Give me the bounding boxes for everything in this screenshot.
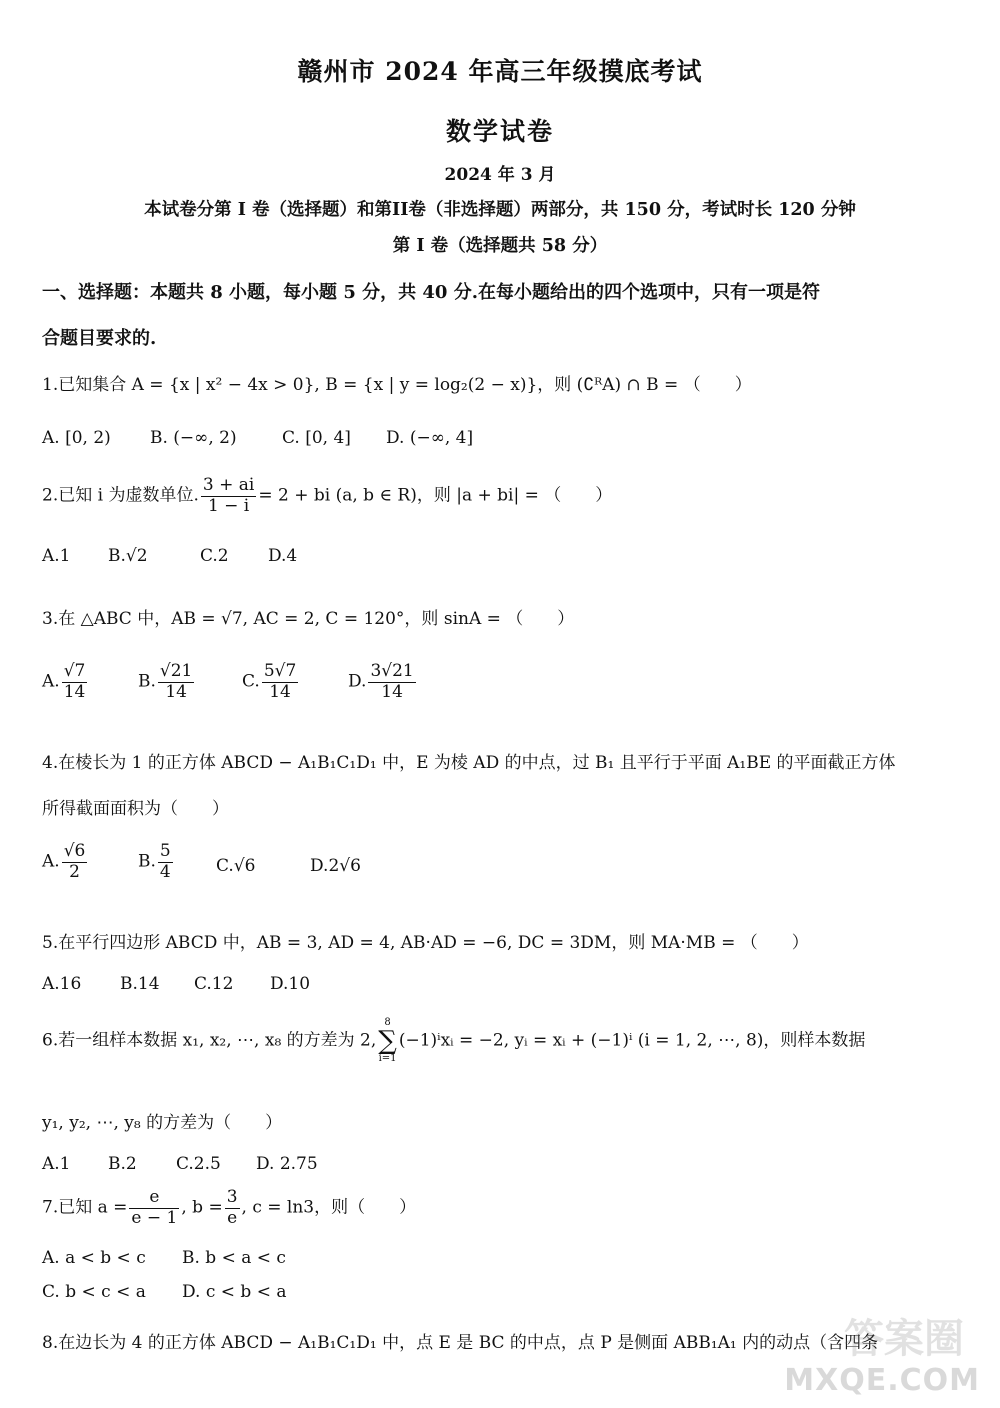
q2-fraction-denominator: 1 − i: [207, 495, 250, 516]
q3-option-b: [138, 662, 196, 702]
q6-sum-upper: 8: [384, 1017, 391, 1028]
q3-option-a-fraction: [62, 662, 88, 702]
q3-option-c-numerator: 5√7: [263, 661, 297, 681]
q4-option-b-fraction: [158, 842, 173, 882]
q4-option-a-numerator: √6: [63, 841, 86, 861]
q3-option-b-denominator: 14: [165, 681, 187, 702]
section-heading-line1: 一、选择题：本题共 8 小题，每小题 5 分，共 40 分.在每小题给出的四个选项中，只有一项是符: [42, 282, 820, 303]
q4-option-d-value: 2√6: [328, 856, 361, 876]
q4-option-c: [216, 856, 255, 876]
q6-stem-suffix: (−1)ⁱxᵢ = −2, yᵢ = xᵢ + (−1)ⁱ (i = 1, 2, ⋯, 8)，则样本数据: [398, 1030, 866, 1051]
exam-title: 赣州市 2024 年高三年级摸底考试: [297, 57, 703, 86]
q7-a-denominator: e − 1: [131, 1207, 178, 1228]
exam-date: 2024 年 3 月: [444, 165, 556, 185]
question-5-stem: 5.在平行四边形 ABCD 中，AB = 3, AD = 4, AB·AD = −6, DC = 3DM，则 MA·MB = （ ）: [42, 933, 809, 953]
q3-option-d-numerator: 3√21: [370, 661, 414, 681]
q4-option-a: [42, 842, 89, 882]
q7-option-b: B. b < a < c: [182, 1248, 286, 1268]
q4-option-b-numerator: 5: [159, 841, 171, 861]
subject-title: 数学试卷: [445, 117, 554, 146]
q2-stem-suffix: = 2 + bi (a, b ∈ R)，则 |a + bi| = （ ）: [258, 485, 613, 506]
q5-option-b: B.14: [120, 974, 160, 994]
q4-option-b-denominator: 4: [159, 861, 171, 882]
q7-b-denominator: e: [227, 1207, 238, 1228]
q6-sum-lower: i=1: [378, 1053, 397, 1064]
q1-option-b: B. (−∞, 2): [150, 428, 237, 448]
q3-option-d: [348, 662, 418, 702]
question-6-stem-line1: [42, 1018, 865, 1064]
section-heading-line2: 合题目要求的.: [42, 328, 157, 349]
q3-option-b-fraction: [158, 662, 194, 702]
q5-option-c: C.12: [194, 974, 234, 994]
q1-option-d: D. (−∞, 4]: [386, 428, 474, 448]
q7-a-fraction: [129, 1188, 179, 1228]
q6-option-b: B.2: [108, 1154, 137, 1174]
q3-option-d-fraction: [368, 662, 415, 702]
q4-option-d: [310, 856, 361, 876]
q4-option-c-value: √6: [233, 856, 256, 876]
q6-summation: [378, 1018, 397, 1064]
q4-option-b-label: B.: [138, 851, 156, 872]
q1-option-a: A. [0, 2): [42, 428, 111, 448]
q4-option-a-fraction: [62, 842, 88, 882]
q6-option-c: C.2.5: [176, 1154, 221, 1174]
q5-option-a: A.16: [42, 974, 82, 994]
q4-option-a-denominator: 2: [69, 861, 80, 882]
question-4-stem-line1: 4.在棱长为 1 的正方体 ABCD − A₁B₁C₁D₁ 中，E 为棱 AD 的中点，过 B₁ 且平行于平面 A₁BE 的平面截正方体: [42, 753, 896, 773]
watermark-logo: 答案圈: [844, 1316, 964, 1362]
q3-option-a-label: A.: [42, 671, 60, 692]
question-3-stem: 3.在 △ABC 中，AB = √7, AC = 2, C = 120°，则 sinA = （ ）: [42, 609, 575, 629]
q3-option-a-denominator: 14: [63, 681, 86, 702]
q5-option-d: D.10: [270, 974, 311, 994]
q3-option-d-label: D.: [348, 671, 367, 692]
q2-option-d: D.4: [268, 546, 298, 566]
sigma-icon: ∑: [378, 1026, 397, 1056]
q4-option-b: [138, 842, 175, 882]
q6-option-d: D. 2.75: [256, 1154, 318, 1174]
q4-option-a-label: A.: [42, 851, 60, 872]
part-heading: 第 I 卷（选择题共 58 分）: [392, 236, 608, 256]
q7-stem-middle: , b =: [181, 1197, 223, 1218]
q3-option-d-denominator: 14: [381, 681, 403, 702]
q3-option-b-numerator: √21: [159, 661, 193, 681]
q7-b-numerator: 3: [226, 1187, 238, 1207]
q3-option-c-label: C.: [242, 671, 260, 692]
q7-stem-prefix: 7.已知 a =: [42, 1197, 128, 1218]
q3-option-a: [42, 662, 89, 702]
q4-option-d-label: D.: [310, 856, 329, 876]
q3-option-c-fraction: [262, 662, 298, 702]
q2-stem-prefix: 2.已知 i 为虚数单位.: [42, 485, 199, 506]
question-4-stem-line2: 所得截面面积为（ ）: [42, 799, 229, 819]
question-7-stem: [42, 1188, 416, 1228]
watermark-text: MXQE.COM: [784, 1363, 980, 1398]
q6-option-a: A.1: [42, 1154, 71, 1174]
q7-option-c: C. b < c < a: [42, 1282, 146, 1302]
q2-option-b: B.√2: [108, 546, 148, 566]
question-1-stem: 1.已知集合 A = {x | x² − 4x > 0}, B = {x | y = log₂(2 − x)}，则 (∁ᴿA) ∩ B = （ ）: [42, 375, 752, 395]
q7-a-numerator: e: [129, 1188, 179, 1209]
q6-stem-prefix: 6.若一组样本数据 x₁, x₂, ⋯, x₈ 的方差为 2,: [42, 1030, 377, 1051]
q7-option-a: A. a < b < c: [42, 1248, 146, 1268]
q7-option-d: D. c < b < a: [182, 1282, 287, 1302]
q7-b-fraction: [225, 1188, 240, 1228]
q3-option-c-denominator: 14: [269, 681, 291, 702]
exam-intro: 本试卷分第 I 卷（选择题）和第II卷（非选择题）两部分，共 150 分，考试时长 120 分钟: [144, 200, 856, 220]
q4-option-c-label: C.: [216, 856, 234, 876]
q2-fraction: [201, 476, 256, 516]
q3-option-a-numerator: √7: [63, 661, 86, 681]
question-6-stem-line2: y₁, y₂, ⋯, y₈ 的方差为（ ）: [42, 1113, 283, 1133]
q3-option-c: [242, 662, 300, 702]
q3-option-b-label: B.: [138, 671, 156, 692]
q7-stem-suffix: , c = ln3，则（ ）: [241, 1197, 417, 1218]
q1-option-c: C. [0, 4]: [282, 428, 351, 448]
question-8-stem: 8.在边长为 4 的正方体 ABCD − A₁B₁C₁D₁ 中，点 E 是 BC 的中点，点 P 是侧面 ABB₁A₁ 内的动点（含四条: [42, 1333, 879, 1353]
q2-fraction-numerator: 3 + ai: [202, 475, 255, 495]
q2-option-a: A.1: [42, 546, 71, 566]
q2-option-c: C.2: [200, 546, 229, 566]
question-2-stem: [42, 476, 612, 516]
